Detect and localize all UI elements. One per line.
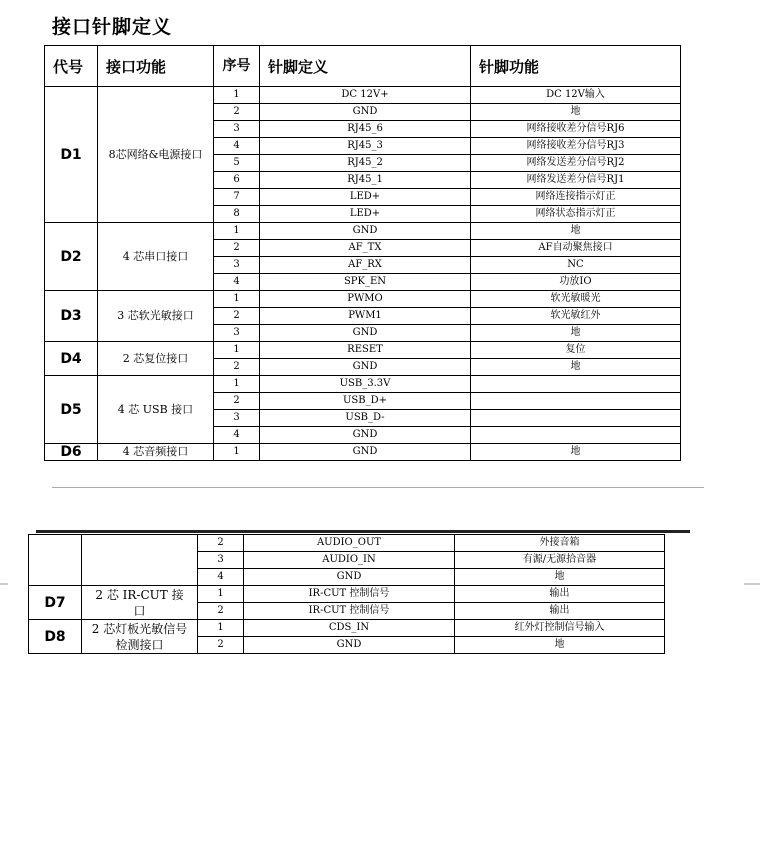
pin-definition: GND: [260, 359, 471, 376]
pin-definition: GND: [260, 104, 471, 121]
interface-code: D1: [45, 87, 98, 223]
table-row: [29, 535, 665, 552]
pin-number: 3: [214, 121, 260, 138]
pin-definition: RJ45_6: [260, 121, 471, 138]
pin-function: 功放IO: [471, 274, 681, 291]
pin-number: 6: [214, 172, 260, 189]
header-pin-func: 针脚功能: [471, 46, 681, 87]
pin-number: 2: [214, 104, 260, 121]
pin-function: 地: [471, 444, 681, 461]
pin-function: 网络发送差分信号RJ2: [471, 155, 681, 172]
table-row: [45, 444, 681, 461]
pin-number: 1: [214, 342, 260, 359]
pin-number: 5: [214, 155, 260, 172]
pin-function: 地: [471, 223, 681, 240]
pin-definition: USB_3.3V: [260, 376, 471, 393]
pin-function: 输出: [455, 586, 665, 603]
interface-code: D6: [45, 444, 98, 461]
pin-function: 网络接收差分信号RJ3: [471, 138, 681, 155]
pin-number: 2: [214, 359, 260, 376]
pin-definition: GND: [244, 637, 455, 654]
pin-definition: GND: [260, 325, 471, 342]
pin-definition: IR-CUT 控制信号: [244, 586, 455, 603]
pin-function: 地: [471, 325, 681, 342]
pin-number: 4: [214, 427, 260, 444]
pin-number: 3: [198, 552, 244, 569]
pin-function: 复位: [471, 342, 681, 359]
pin-definition: AF_RX: [260, 257, 471, 274]
pin-number: 1: [214, 87, 260, 104]
pin-number: 2: [214, 308, 260, 325]
interface-code: D8: [29, 620, 82, 654]
pin-function: 外接音箱: [455, 535, 665, 552]
table-row: [45, 291, 681, 308]
pin-number: 1: [198, 586, 244, 603]
pin-definition: RJ45_1: [260, 172, 471, 189]
interface-description: [82, 535, 198, 586]
pin-function: DC 12V输入: [471, 87, 681, 104]
pin-definition: DC 12V+: [260, 87, 471, 104]
pin-function: 地: [455, 637, 665, 654]
interface-code: D3: [45, 291, 98, 342]
pin-function: 网络发送差分信号RJ1: [471, 172, 681, 189]
header-pin-def: 针脚定义: [260, 46, 471, 87]
interface-description: 4 芯串口接口: [98, 223, 214, 291]
pin-number: 4: [198, 569, 244, 586]
header-function: 接口功能: [98, 46, 214, 87]
interface-code: D7: [29, 586, 82, 620]
table-row: [29, 620, 665, 637]
pin-table-1: [44, 45, 681, 461]
pin-definition: CDS_IN: [244, 620, 455, 637]
interface-code: D2: [45, 223, 98, 291]
pin-function: 地: [471, 104, 681, 121]
pin-number: 1: [198, 620, 244, 637]
pin-number: 1: [214, 223, 260, 240]
table-row: [45, 342, 681, 359]
header-code: 代号: [45, 46, 98, 87]
pin-definition: AUDIO_IN: [244, 552, 455, 569]
pin-function: 网络接收差分信号RJ6: [471, 121, 681, 138]
pin-definition: AF_TX: [260, 240, 471, 257]
table-row: [45, 87, 681, 104]
pin-function: [471, 427, 681, 444]
pin-definition: RESET: [260, 342, 471, 359]
divider-line: [52, 487, 704, 488]
header-seq: 序号: [214, 46, 260, 87]
pin-definition: GND: [260, 444, 471, 461]
page-title: 接口针脚定义: [52, 16, 173, 38]
pin-function: 地: [471, 359, 681, 376]
pin-number: 7: [214, 189, 260, 206]
pin-definition: USB_D+: [260, 393, 471, 410]
pin-definition: LED+: [260, 189, 471, 206]
pin-number: 4: [214, 138, 260, 155]
interface-description: 3 芯软光敏接口: [98, 291, 214, 342]
pin-function: 红外灯控制信号输入: [455, 620, 665, 637]
table-row: [29, 586, 665, 603]
pin-definition: PWM1: [260, 308, 471, 325]
pin-function: 地: [455, 569, 665, 586]
pin-function: 软光敏暖光: [471, 291, 681, 308]
pin-definition: AUDIO_OUT: [244, 535, 455, 552]
pin-definition: RJ45_3: [260, 138, 471, 155]
pin-definition: GND: [260, 223, 471, 240]
pin-function: 有源/无源拾音器: [455, 552, 665, 569]
pin-definition: GND: [244, 569, 455, 586]
pin-function: 软光敏红外: [471, 308, 681, 325]
pin-number: 3: [214, 257, 260, 274]
pin-number: 2: [198, 535, 244, 552]
pin-definition: RJ45_2: [260, 155, 471, 172]
table-row: [45, 376, 681, 393]
pin-definition: USB_D-: [260, 410, 471, 427]
pin-definition: LED+: [260, 206, 471, 223]
pin-function: AF自动聚焦接口: [471, 240, 681, 257]
pin-function: NC: [471, 257, 681, 274]
pin-number: 3: [214, 325, 260, 342]
pin-function: 网络连接指示灯正: [471, 189, 681, 206]
pin-number: 1: [214, 291, 260, 308]
margin-mark-right: [744, 583, 760, 585]
interface-description: 8芯网络&电源接口: [98, 87, 214, 223]
interface-description: 4 芯音频接口: [98, 444, 214, 461]
pin-number: 2: [198, 637, 244, 654]
interface-code: D4: [45, 342, 98, 376]
pin-definition: PWMO: [260, 291, 471, 308]
interface-description: 4 芯 USB 接口: [98, 376, 214, 444]
pin-number: 1: [214, 376, 260, 393]
pin-number: 1: [214, 444, 260, 461]
pin-function: [471, 376, 681, 393]
pin-function: 网络状态指示灯正: [471, 206, 681, 223]
pin-definition: IR-CUT 控制信号: [244, 603, 455, 620]
pin-function: [471, 410, 681, 427]
pin-number: 2: [214, 240, 260, 257]
margin-mark-left: [0, 583, 8, 585]
interface-description: 2 芯复位接口: [98, 342, 214, 376]
pin-definition: SPK_EN: [260, 274, 471, 291]
pin-function: 输出: [455, 603, 665, 620]
table-row: [45, 223, 681, 240]
table-header-row: [45, 46, 681, 87]
pin-number: 3: [214, 410, 260, 427]
pin-definition: GND: [260, 427, 471, 444]
interface-code: [29, 535, 82, 586]
pin-number: 2: [198, 603, 244, 620]
pin-number: 8: [214, 206, 260, 223]
interface-code: D5: [45, 376, 98, 444]
pin-number: 2: [214, 393, 260, 410]
pin-table-2: [28, 534, 665, 654]
interface-description: 2 芯灯板光敏信号检测接口: [82, 620, 198, 654]
pin-number: 4: [214, 274, 260, 291]
interface-description: 2 芯 IR-CUT 接口: [82, 586, 198, 620]
pin-function: [471, 393, 681, 410]
page-break-line: [36, 530, 690, 533]
